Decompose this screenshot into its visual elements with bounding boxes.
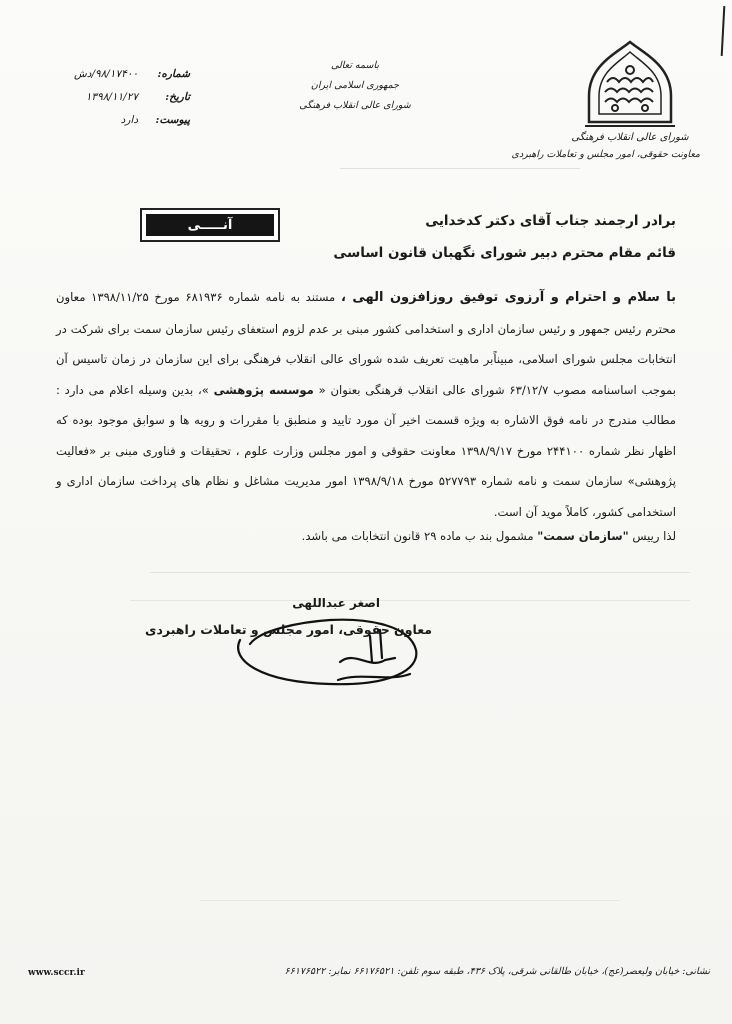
meta-number-row (30, 62, 190, 85)
council-name: شورای عالی انقلاب فرهنگی (299, 100, 411, 111)
basmala: باسمه تعالی (330, 60, 380, 71)
body-paragraph (56, 282, 676, 527)
body-bold-term: موسسه پژوهشی (213, 382, 314, 397)
council-logo (511, 38, 700, 168)
addressee-line-1: برادر ارجمند جناب آقای دکتر کدخدایی (425, 213, 676, 229)
attachment-label: پیوست: (155, 113, 190, 126)
number-label: شماره: (157, 67, 190, 80)
scan-edge-mark (721, 6, 726, 56)
number-value: ۹۸/۱۷۴۰۰/دش (73, 67, 138, 80)
handwritten-signature-icon (220, 600, 430, 700)
footer-address: نشانی: خیابان ولیعصر(عج)، خیابان طالقانی شرقی، پلاک ۴۳۶، طبقه سوم تلفن: ۶۶۱۷۶۵۲۱ نمابر: ۶۶۱۷۶۵۲۲ (284, 966, 710, 977)
conclusion-bold: "سازمان سمت" (537, 529, 629, 543)
addressee-line-2: قائم مقام محترم دبیر شورای نگهبان قانون اساسی (333, 245, 676, 261)
republic-name: جمهوری اسلامی ایران (310, 80, 400, 91)
signer-title: معاون حقوقی، امور مجلس و تعاملات راهبردی (145, 622, 432, 637)
urgent-label: آنـــــی (146, 214, 274, 236)
bleed-through-line (200, 900, 620, 901)
signer-name: اصغر عبداللهی (292, 596, 380, 610)
letterhead-center (280, 56, 430, 116)
urgent-stamp (140, 208, 280, 242)
date-label: تاریخ: (165, 90, 190, 103)
attachment-value: دارد (120, 113, 138, 126)
date-value: ۱۳۹۸/۱۱/۲۷ (85, 90, 138, 103)
meta-date-row (30, 85, 190, 108)
logo-deputy-name: معاونت حقوقی، امور مجلس و تعاملات راهبردی (511, 149, 700, 160)
bleed-through-line (150, 572, 690, 573)
council-emblem-icon (575, 38, 685, 130)
conclusion-after: مشمول بند ب ماده ۲۹ قانون انتخابات می باشد. (301, 529, 534, 543)
conclusion-before: لذا رییس (632, 529, 676, 543)
letter-meta (30, 62, 190, 131)
meta-attachment-row (30, 108, 190, 131)
conclusion-line (56, 522, 676, 550)
body-text-part-1: مستند به نامه شماره ۶۸۱۹۳۶ مورخ ۱۳۹۸/۱۱/۲۵ معاون محترم رئیس جمهور و رئیس سازمان اداری و استخدامی کشور مبنی بر عدم لزوم استعفای رئیس سازمان سمت برای شرکت در انتخابات مجلس شورای اسلامی، مبیناًبر ماهیت تعریف شده شورای عالی انقلاب فرهنگی برای این سازمان در زمان تاسیس آن بموجب اساسنامه مصوب ۶۳/۱۲/۷ شورای عالی انقلاب فرهنگی بعنوان « (56, 290, 676, 397)
body-text-part-2: »، بدین وسیله اعلام می دارد : مطالب مندرج در نامه فوق الاشاره به ویژه قسمت اخیر آن مورد تایید و منطبق با مقررات و رویه ها و سوابق موجود بوده که اظهار نظر شماره ۲۴۴۱۰۰ مورخ ۱۳۹۸/۹/۱۷ معاونت حقوقی و امور مجلس وزارت علوم ، تحقیقات و فناوری مبنی بر «فعالیت پژوهشی» سازمان سمت و نامه شماره ۵۲۷۷۹۳ مورخ ۱۳۹۸/۹/۱۸ امور مدیریت مشاغل و نظام های پرداخت سازمان اداری و استخدامی کشور، کاملاً موید آن است. (56, 382, 677, 519)
footer-website: www.sccr.ir (28, 968, 85, 978)
logo-council-name: شورای عالی انقلاب فرهنگی (571, 132, 689, 143)
bleed-through-line (340, 168, 580, 169)
greeting: با سلام و احترام و آرزوی توفیق روزافزون الهی ، (340, 290, 677, 305)
addressee-block (276, 205, 676, 269)
letter-body (56, 282, 676, 527)
